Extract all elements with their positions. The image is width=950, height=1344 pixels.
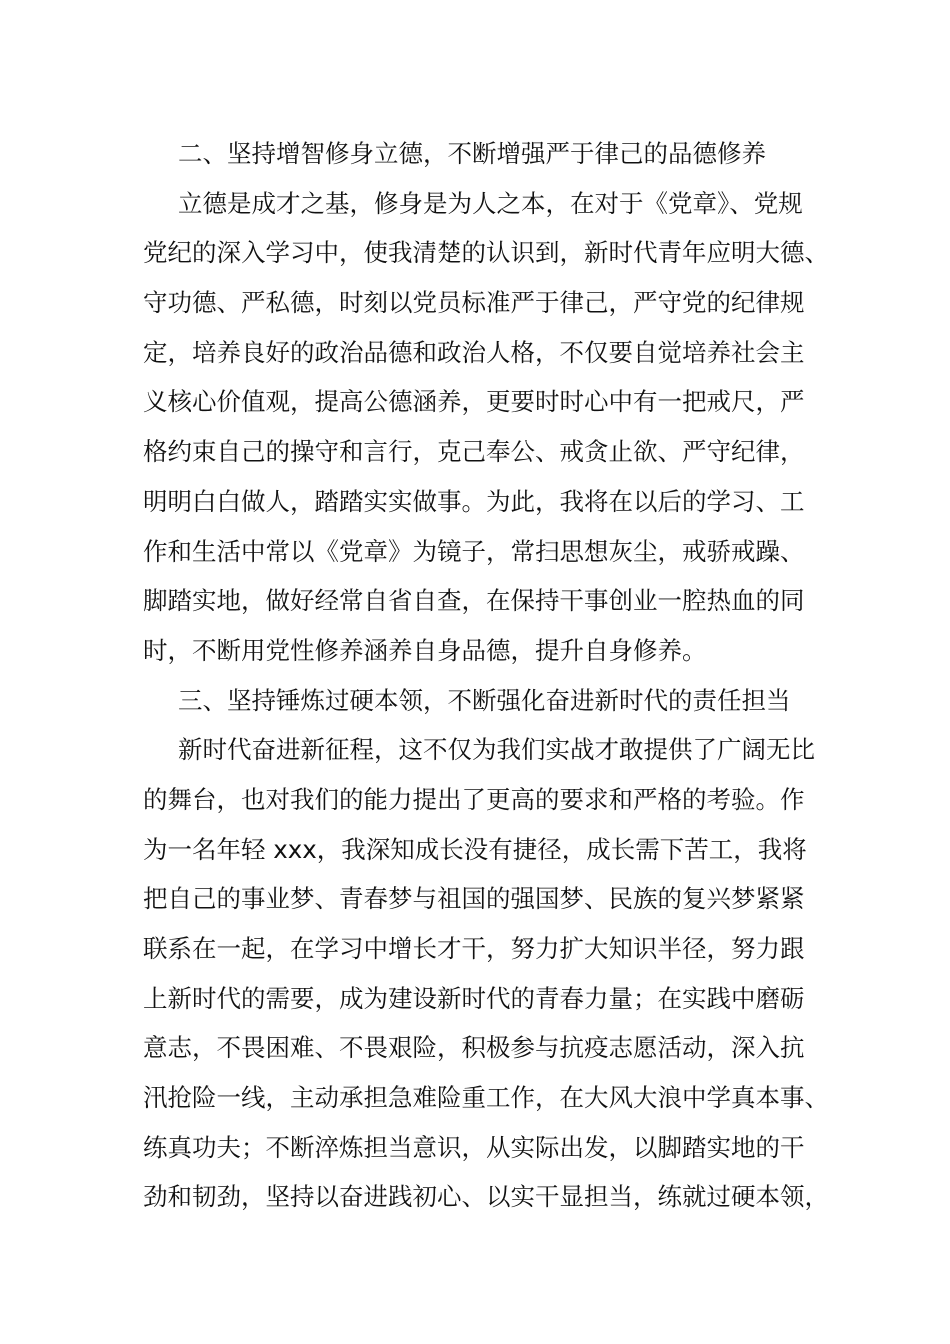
paragraph-line: 守功德、严私德，时刻以党员标准严于律己，严守党的纪律规 bbox=[143, 288, 805, 318]
paragraph-line: 明明白白做人，踏踏实实做事。为此，我将在以后的学习、工 bbox=[143, 486, 805, 516]
section-heading: 三、坚持锤炼过硬本领，不断强化奋进新时代的责任担当 bbox=[178, 685, 791, 715]
paragraph-line: 时，不断用党性修养涵养自身品德，提升自身修养。 bbox=[143, 635, 707, 665]
paragraph-line: 联系在一起，在学习中增长才干，努力扩大知识半径，努力跟 bbox=[143, 934, 805, 963]
paragraph-line: 把自己的事业梦、青春梦与祖国的强国梦、民族的复兴梦紧紧 bbox=[143, 884, 805, 914]
paragraph-line: 义核心价值观，提高公德涵养，更要时时心中有一把戒尺，严 bbox=[143, 387, 805, 417]
paragraph-line: 脚踏实地，做好经常自省自查，在保持干事创业一腔热血的同 bbox=[143, 586, 805, 616]
paragraph-line: 作和生活中常以《党章》为镜子，常扫思想灰尘，戒骄戒躁、 bbox=[143, 536, 805, 566]
paragraph-line: 新时代奋进新征程，这不仅为我们实战才敢提供了广阔无比 bbox=[178, 735, 815, 765]
paragraph-line: 意志，不畏困难、不畏艰险，积极参与抗疫志愿活动，深入抗 bbox=[143, 1033, 805, 1063]
paragraph-line: 定，培养良好的政治品德和政治人格，不仅要自觉培养社会主 bbox=[143, 337, 805, 367]
paragraph-line: 上新时代的需要，成为建设新时代的青春力量；在实践中磨砺 bbox=[143, 983, 805, 1013]
paragraph-line: 练真功夫；不断淬炼担当意识，从实际出发，以脚踏实地的干 bbox=[143, 1132, 805, 1162]
paragraph-line: 立德是成才之基，修身是为人之本，在对于《党章》、党规 bbox=[178, 188, 803, 218]
section-heading: 二、坚持增智修身立德，不断增强严于律己的品德修养 bbox=[178, 139, 766, 168]
paragraph-line: 格约束自己的操守和言行，克己奉公、戒贪止欲、严守纪律， bbox=[143, 437, 805, 467]
paragraph-line: 的舞台，也对我们的能力提出了更高的要求和严格的考验。作 bbox=[143, 784, 805, 814]
paragraph-line: 汛抢险一线，主动承担急难险重工作，在大风大浪中学真本事、 bbox=[143, 1083, 829, 1113]
paragraph-line: 党纪的深入学习中，使我清楚的认识到，新时代青年应明大德、 bbox=[143, 238, 829, 268]
paragraph-line: 为一名年轻 xxx，我深知成长没有捷径，成长需下苦工，我将 bbox=[143, 834, 807, 864]
paragraph-line: 劲和韧劲，坚持以奋进践初心、以实干显担当，练就过硬本领， bbox=[143, 1182, 829, 1212]
document-body bbox=[143, 129, 829, 1222]
